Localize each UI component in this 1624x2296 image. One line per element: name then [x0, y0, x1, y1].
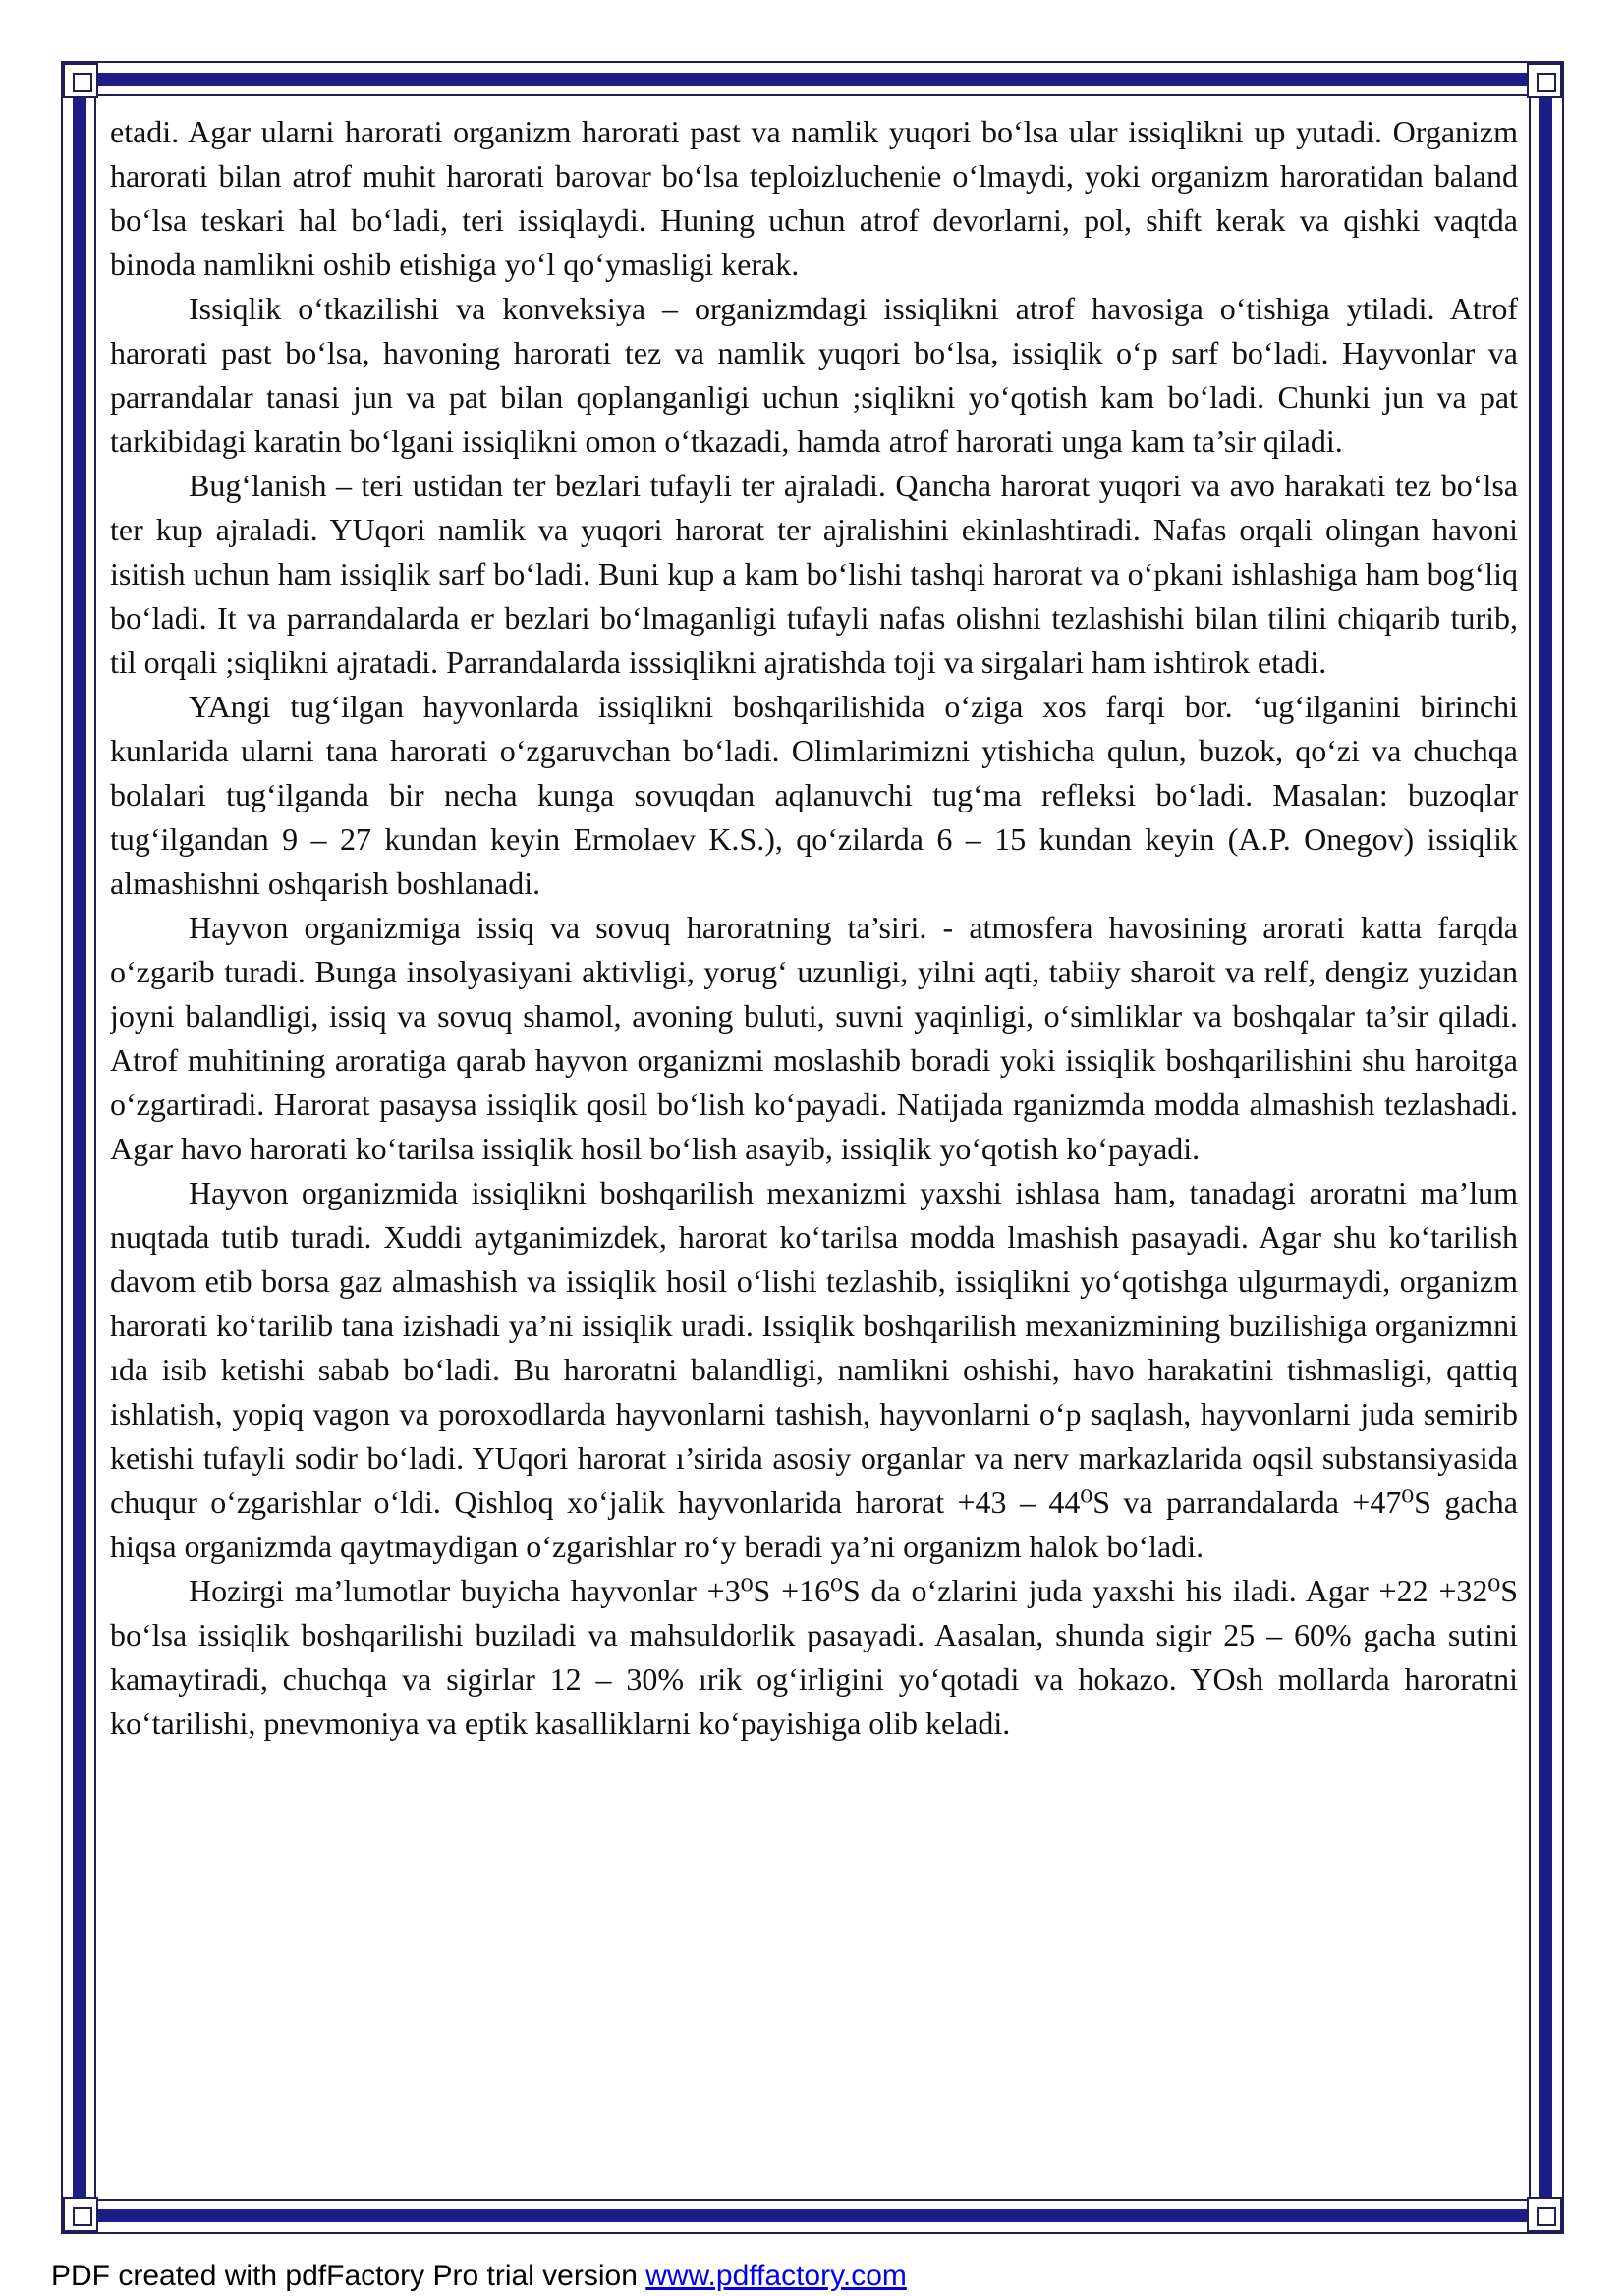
pdf-footer — [51, 2260, 907, 2293]
corner-ornament-bottom-right — [1527, 2197, 1562, 2232]
paragraph-4: YAngi tug‘ilgan hayvonlarda issiqlikni boshqarilishida o‘ziga xos farqi bor. ‘ug‘ilganini birinchi kunlarida ularni tana harorati o‘zgaruvchan bo‘ladi. Olimlarimizni ytishicha qulun, buzok, qo‘zi va chuchqa bolalari tug‘ilganda bir necha kunga sovuqdan aqlanuvchi tug‘ma refleksi bo‘ladi. Masalan: buzoqlar tug‘ilgandan 9 – 27 kundan keyin Ermolaev K.S.), qo‘zilarda 6 – 15 kundan keyin (A.P. Onegov) issiqlik almashishni oshqarish boshlanadi. — [110, 689, 1518, 901]
corner-ornament-top-left — [63, 63, 98, 98]
paragraph-7: Hozirgi ma’lumotlar buyicha hayvonlar +3⁰S +16⁰S da o‘zlarini juda yaxshi his iladi. Agar +22 +32⁰S bo‘lsa issiqlik boshqarilishi buziladi va mahsuldorlik pasayadi. Aasalan, shunda sigir 25 – 60% gacha sutini kamaytiradi, chuchqa va sigirlar 12 – 30% ırik og‘irligini yo‘qotadi va hokazo. YOsh mollarda haroratni ko‘tarilishi, pnevmoniya va eptik kasalliklarni ko‘payishiga olib keladi. — [110, 1573, 1518, 1741]
document-body — [110, 110, 1518, 2183]
paragraph-1: etadi. Agar ularni harorati organizm harorati past va namlik yuqori bo‘lsa ular issiqlikni up yutadi. Organizm harorati bilan atrof muhit harorati barovar bo‘lsa teploizluchenie o‘lmaydi, yoki organizm haroratidan baland bo‘lsa teskari hal bo‘ladi, teri issiqlaydi. Huning uchun atrof devorlarni, pol, shift kerak va qishki vaqtda binoda namlikni oshib etishiga yo‘l qo‘ymasligi kerak. — [110, 114, 1518, 282]
paragraph-6: Hayvon organizmida issiqlikni boshqarilish mexanizmi yaxshi ishlasa ham, tanadagi aroratni ma’lum nuqtada tutib turadi. Xuddi aytganimizdek, harorat ko‘tarilsa modda lmashish pasayadi. Agar shu ko‘tarilish davom etib borsa gaz almashish va issiqlik hosil o‘lishi tezlashib, issiqlikni yo‘qotishga ulgurmaydi, organizm harorati ko‘tarilib tana izishadi ya’ni issiqlik uradi. Issiqlik boshqarilish mexanizmining buzilishiga organizmni ıda isib ketishi sabab bo‘ladi. Bu haroratni balandligi, namlikni oshishi, havo harakatini tishmasligi, qattiq ishlatish, yopiq vagon va poroxodlarda hayvonlarni tashish, hayvonlarni o‘p saqlash, hayvonlarni juda semirib ketishi tufayli sodir bo‘ladi. YUqori harorat ı’sirida asosiy organlar va nerv markazlarida oqsil substansiyasida chuqur o‘zgarishlar o‘ldi. Qishloq xo‘jalik hayvonlarida harorat +43 – 44⁰S va parrandalarda +47⁰S gacha hiqsa organizmda qaytmaydigan o‘zgarishlar ro‘y beradi ya’ni organizm halok bo‘ladi. — [110, 1175, 1518, 1564]
corner-ornament-bottom-left — [63, 2197, 98, 2232]
corner-ornament-top-right — [1527, 63, 1562, 98]
footer-link[interactable]: www.pdffactory.com — [645, 2260, 907, 2292]
paragraph-2: Issiqlik o‘tkazilishi va konveksiya – organizmdagi issiqlikni atrof havosiga o‘tishiga ytiladi. Atrof harorati past bo‘lsa, havoning harorati tez va namlik yuqori bo‘lsa, issiqlik o‘p sarf bo‘ladi. Hayvonlar va parrandalar tanasi jun va pat bilan qoplanganligi uchun ;siqlikni yo‘qotish kam bo‘ladi. Chunki jun va pat tarkibidagi karatin bo‘lgani issiqlikni omon o‘tkazadi, hamda atrof harorati unga kam ta’sir qiladi. — [110, 291, 1518, 459]
footer-text: PDF created with pdfFactory Pro trial version — [51, 2260, 646, 2292]
paragraph-3: Bug‘lanish – teri ustidan ter bezlari tufayli ter ajraladi. Qancha harorat yuqori va avo harakati tez bo‘lsa ter kup ajraladi. YUqori namlik va yuqori harorat ter ajralishini ekinlashtiradi. Nafas orqali olingan havoni isitish uchun ham issiqlik sarf bo‘ladi. Buni kup a kam bo‘lishi tashqi harorat va o‘pkani ishlashiga ham bog‘liq bo‘ladi. It va parrandalarda er bezlari bo‘lmaganligi tufayli nafas olishni tezlashishi bilan tilini chiqarib turib, til orqali ;siqlikni ajratadi. Parrandalarda isssiqlikni ajratishda toji va sirgalari ham ishtirok etadi. — [110, 468, 1518, 680]
paragraph-5: Hayvon organizmiga issiq va sovuq haroratning ta’siri. - atmosfera havosining arorati katta farqda o‘zgarib turadi. Bunga insolyasiyani aktivligi, yorug‘ uzunligi, yilni aqti, tabiiy sharoit va relf, dengiz yuzidan joyni balandligi, issiq va sovuq shamol, avoning buluti, suvni yaqinligi, o‘simliklar va boshqalar ta’sir qiladi. Atrof muhitining aroratiga qarab hayvon organizmi moslashib boradi yoki issiqlik boshqarilishini shu haroitga o‘zgartiradi. Harorat pasaysa issiqlik qosil bo‘lish ko‘payadi. Natijada rganizmda modda almashish tezlashadi. Agar havo harorati ko‘tarilsa issiqlik hosil bo‘lish asayib, issiqlik yo‘qotish ko‘payadi. — [110, 910, 1518, 1166]
